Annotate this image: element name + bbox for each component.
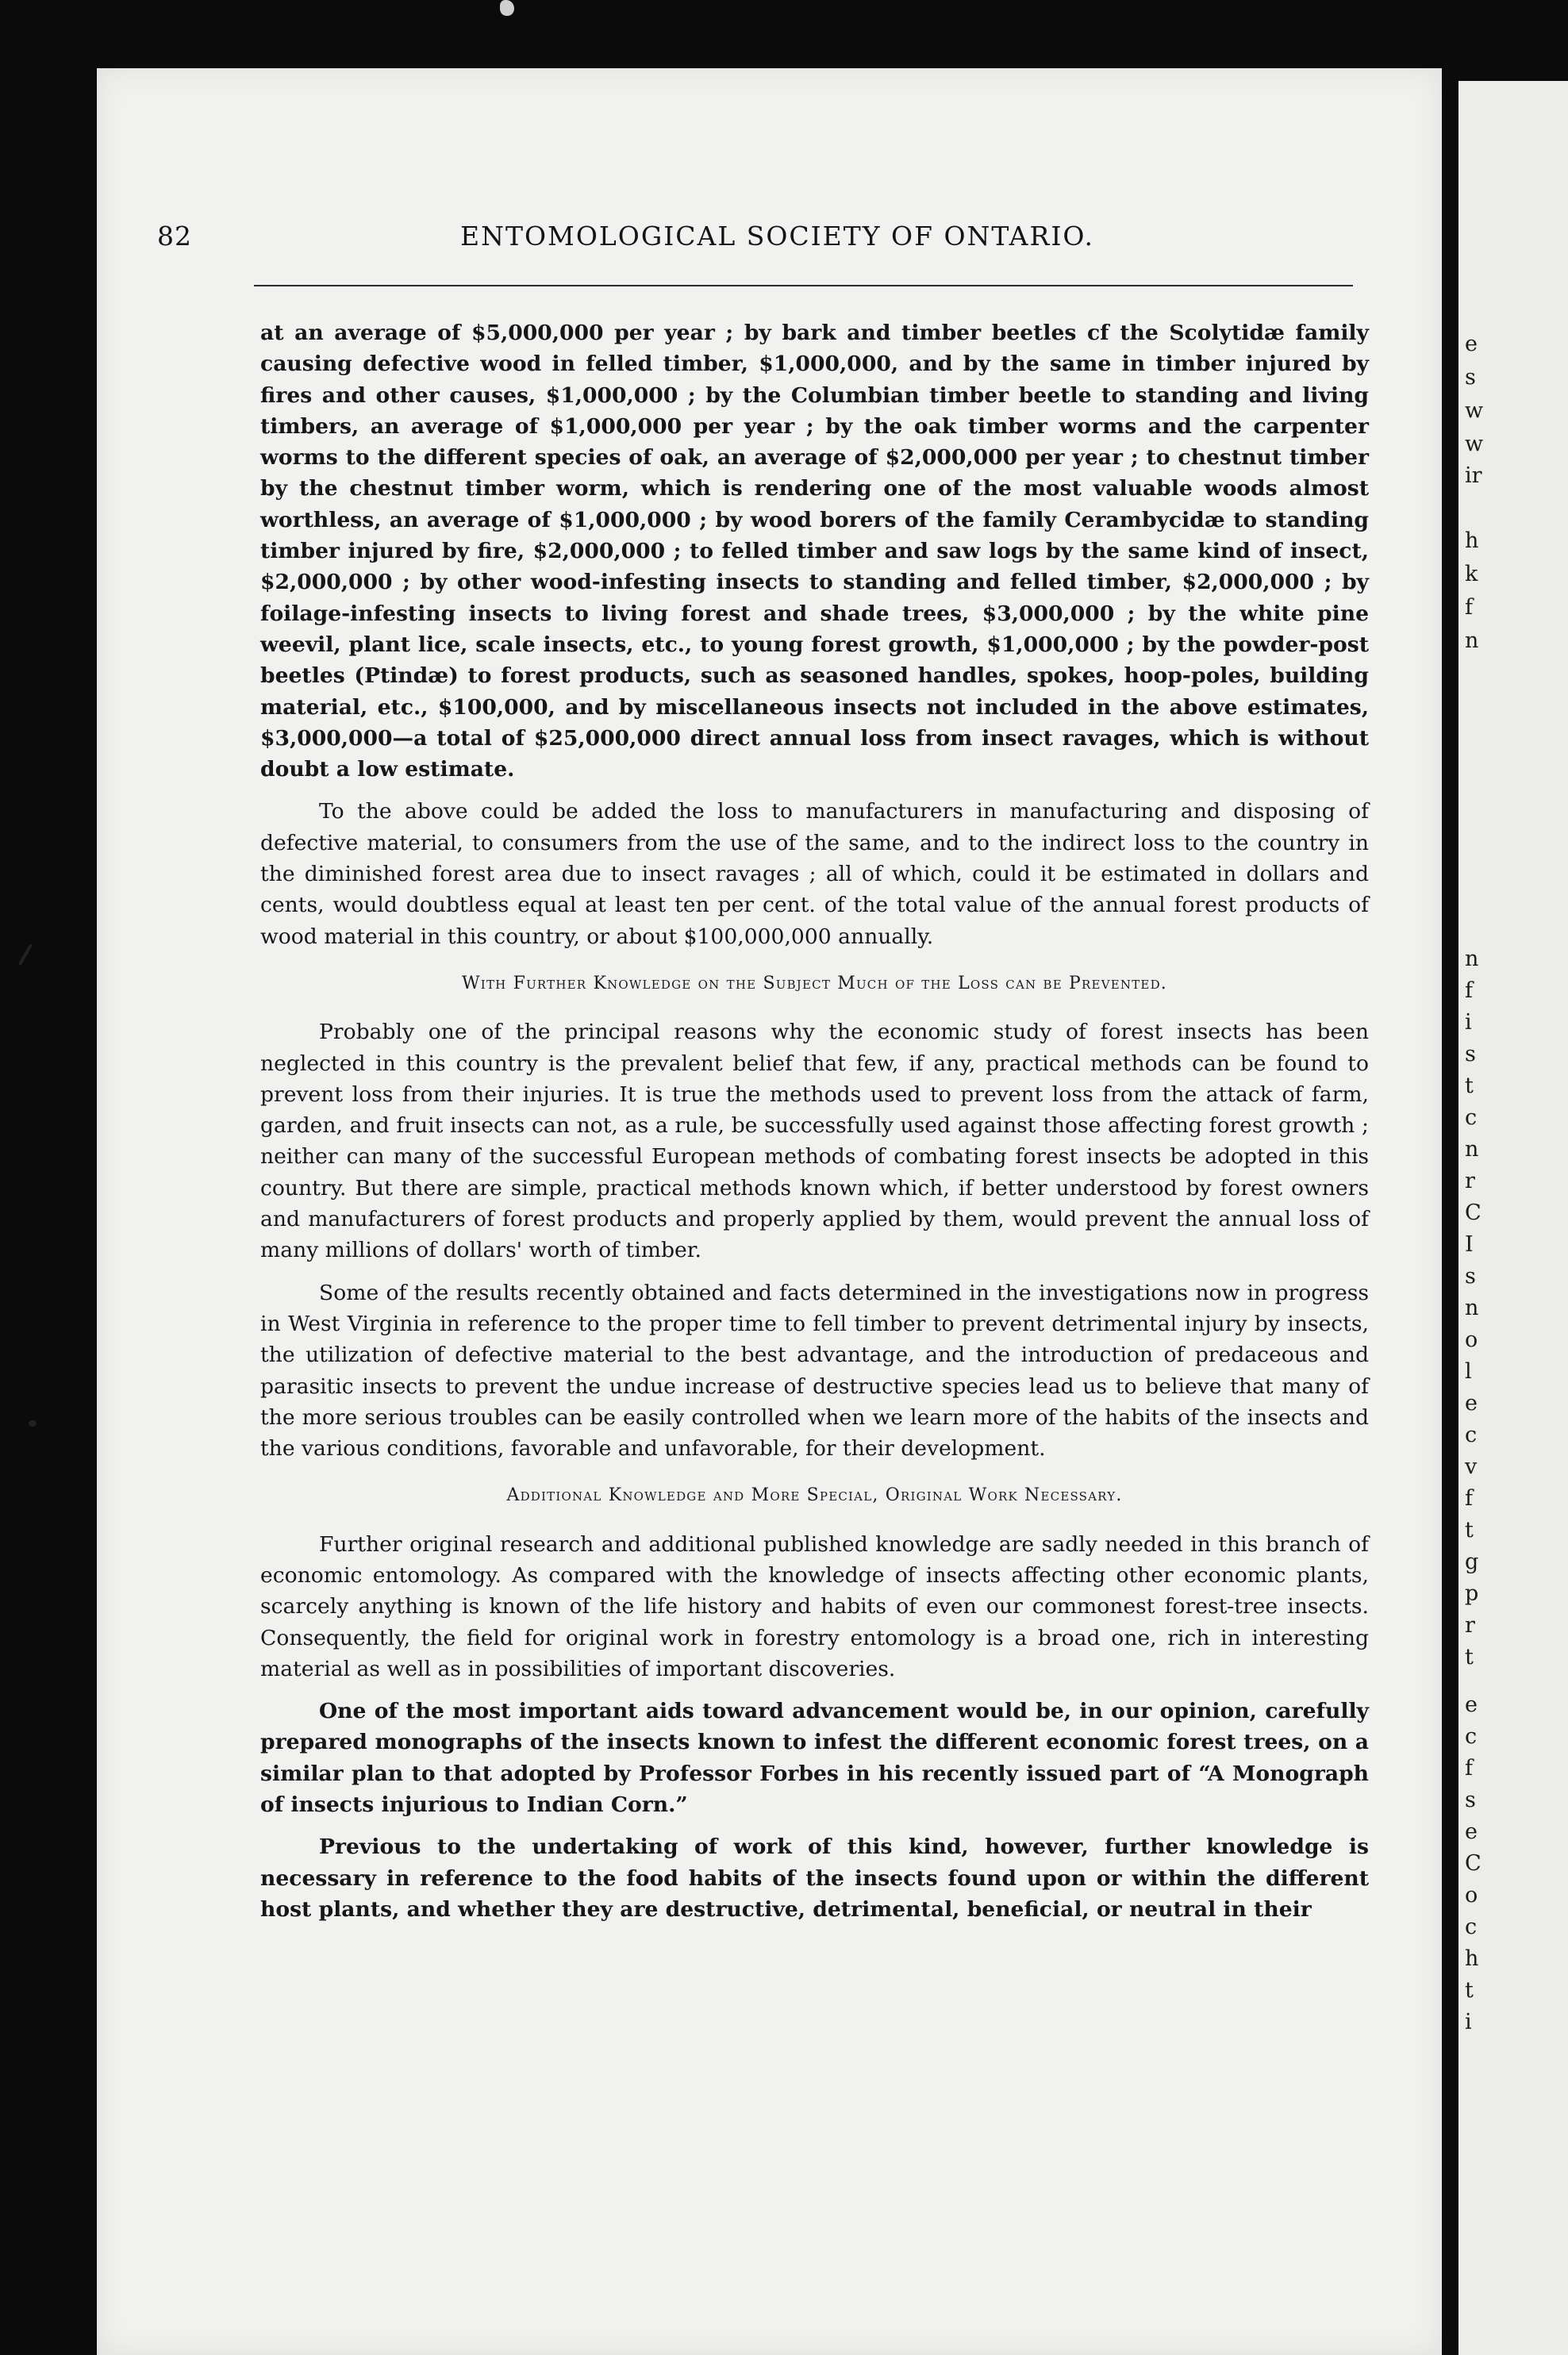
adjacent-page-fragment: n [1465, 1137, 1479, 1162]
paragraph: To the above could be added the loss to manufacturers in manufacturing and disposing of defective material, to consumers from the use of the same, and to the indirect loss to the country in the diminished forest area due to insect ravages ; all of which, could it be estimated in dollars and cents, would doubtless equal at least ten per cent. of the total value of the annual forest products of wood material in this country, or about $100,000,000 annually. [260, 799, 1369, 949]
adjacent-page-fragment: c [1465, 1915, 1478, 1939]
adjacent-page-fragment: s [1465, 365, 1476, 390]
paragraph: at an average of $5,000,000 per year ; by bark and timber beetles cf the Scolytidæ family causing defective wood in felled timber, $1,000,000, and by the same in timber injured by fires and other causes, $1,000,000 ; by the Columbian timber beetle to standing and living timbers, an average of $1,000,000 per year ; by the oak timber worms and the carpenter worms to the different species of oak, an average of $2,000,000 per year ; to chestnut timber by the chestnut timber worm, which is rendering one of the most valuable woods almost worthless, an average of $1,000,000 ; by wood borers of the family Cerambycidæ to standing timber injured by fire, $2,000,000 ; to felled timber and saw logs by the same kind of insect, $2,000,000 ; by other wood-infesting insects to standing and felled timber, $2,000,000 ; by foilage-infesting insects to living forest and shade trees, $3,000,000 ; by the white pine weevil, plant lice, scale insects, etc., to young forest growth, $1,000,000 ; by the powder-post beetles (Ptindæ) to forest products, such as seasoned handles, spokes, hoop-poles, building material, etc., $100,000, and by miscellaneous insects not included in the above estimates, $3,000,000—a total of $25,000,000 direct annual loss from insect ravages, which is without doubt a low estimate. [260, 321, 1369, 782]
section-heading: With Further Knowledge on the Subject Much of the Loss can be Prevented. [462, 973, 1167, 993]
adjacent-page-fragment: C [1465, 1851, 1482, 1876]
adjacent-page-fragment: n [1465, 628, 1479, 653]
scan-speck [500, 0, 514, 16]
adjacent-page-fragment: n [1465, 947, 1479, 971]
adjacent-page-fragment: o [1465, 1327, 1478, 1352]
adjacent-page-fragment: i [1465, 1010, 1472, 1035]
adjacent-page-fragment: c [1465, 1423, 1478, 1447]
adjacent-page-fragment: r [1465, 1169, 1475, 1193]
adjacent-page-fragment: C [1465, 1201, 1482, 1225]
adjacent-page-fragment: h [1465, 528, 1479, 553]
adjacent-page-fragment: f [1465, 1486, 1473, 1511]
ink-speck [29, 1420, 37, 1427]
page-number: 82 [157, 221, 192, 252]
adjacent-page-fragment: e [1465, 1391, 1478, 1416]
adjacent-page-edge [1458, 81, 1568, 2355]
adjacent-page-fragment: e [1465, 1819, 1478, 1844]
adjacent-page-fragment: f [1465, 595, 1473, 620]
paragraph: Previous to the undertaking of work of this kind, however, further knowledge is necessary in reference to the food habits of the insects found upon or within the different host plants, and whether they are destructive, detrimental, beneficial, or neutral in their [260, 1834, 1369, 1922]
running-title: ENTOMOLOGICAL SOCIETY OF ONTARIO. [460, 221, 1094, 252]
paragraph: Some of the results recently obtained and facts determined in the investigations now in progress in West Virginia in reference to the proper time to fell timber to prevent detrimental injury by insects, the utilization of defective material to the best advantage, and the introduction of predaceous and parasitic insects to prevent the undue increase of destructive species lead us to believe that many of the more serious troubles can be easily controlled when we learn more of the habits of the insects and the various conditions, favorable and unfavorable, for their development. [260, 1280, 1369, 1462]
adjacent-page-fragment: s [1465, 1788, 1476, 1812]
paragraph: Further original research and additional published knowledge are sadly needed in this branch of economic entomology. As compared with the knowledge of insects affecting other economic plants, scarcely anything is known of the life history and habits of even our commonest forest-tree insects. Consequently, the field for original work in forestry entomology is a broad one, rich in interesting material as well as in possibilities of important discoveries. [260, 1531, 1369, 1681]
adjacent-page-fragment: h [1465, 1946, 1479, 1971]
adjacent-page-fragment: e [1465, 332, 1478, 356]
adjacent-page-fragment: s [1465, 1042, 1476, 1066]
adjacent-page-fragment: l [1465, 1359, 1472, 1384]
adjacent-page-fragment: c [1465, 1724, 1478, 1749]
adjacent-page-fragment: w [1465, 432, 1484, 456]
adjacent-page-fragment: t [1465, 1074, 1474, 1098]
adjacent-page-fragment: v [1465, 1454, 1478, 1479]
adjacent-page-fragment: i [1465, 2010, 1472, 2034]
adjacent-page-fragment: f [1465, 1756, 1473, 1781]
ink-speck [18, 943, 33, 966]
adjacent-page-fragment: c [1465, 1105, 1478, 1130]
adjacent-page-fragment: ir [1465, 463, 1482, 488]
adjacent-page-fragment: I [1465, 1232, 1474, 1257]
adjacent-page-fragment: n [1465, 1296, 1479, 1320]
adjacent-page-fragment: k [1465, 562, 1478, 586]
article-body [260, 317, 1369, 1925]
adjacent-page-fragment: t [1465, 1518, 1474, 1542]
adjacent-page-fragment: o [1465, 1883, 1478, 1907]
header-rule [254, 285, 1353, 286]
adjacent-page-fragment: s [1465, 1264, 1476, 1289]
paragraph: Probably one of the principal reasons why the economic study of forest insects has been neglected in this country is the prevalent belief that few, if any, practical methods can be found to prevent loss from their injuries. It is true the methods used to prevent loss from the attack of farm, garden, and fruit insects can not, as a rule, be successfully used against those affecting forest growth ; neither can many of the successful European methods of combating forest insects be adopted in this country. But there are simple, practical methods known which, if better understood by forest owners and manufacturers of forest products and properly applied by them, would prevent the annual loss of many millions of dollars' worth of timber. [260, 1020, 1369, 1263]
adjacent-page-fragment: t [1465, 1978, 1474, 2003]
adjacent-page-fragment: p [1465, 1581, 1479, 1606]
page-header [157, 221, 1350, 260]
adjacent-page-fragment: w [1465, 398, 1484, 423]
adjacent-page-fragment: f [1465, 978, 1473, 1003]
adjacent-page-fragment: t [1465, 1645, 1474, 1669]
section-heading: Additional Knowledge and More Special, Original Work Necessary. [506, 1485, 1123, 1506]
adjacent-page-fragment: e [1465, 1692, 1478, 1717]
paragraph: One of the most important aids toward advancement would be, in our opinion, carefully prepared monographs of the insects known to infest the different economic forest trees, on a similar plan to that adopted by Professor Forbes in his recently issued part of “A Monograph of insects injurious to Indian Corn.” [260, 1699, 1369, 1818]
adjacent-page-fragment: g [1465, 1550, 1479, 1574]
adjacent-page-fragment: r [1465, 1613, 1475, 1638]
